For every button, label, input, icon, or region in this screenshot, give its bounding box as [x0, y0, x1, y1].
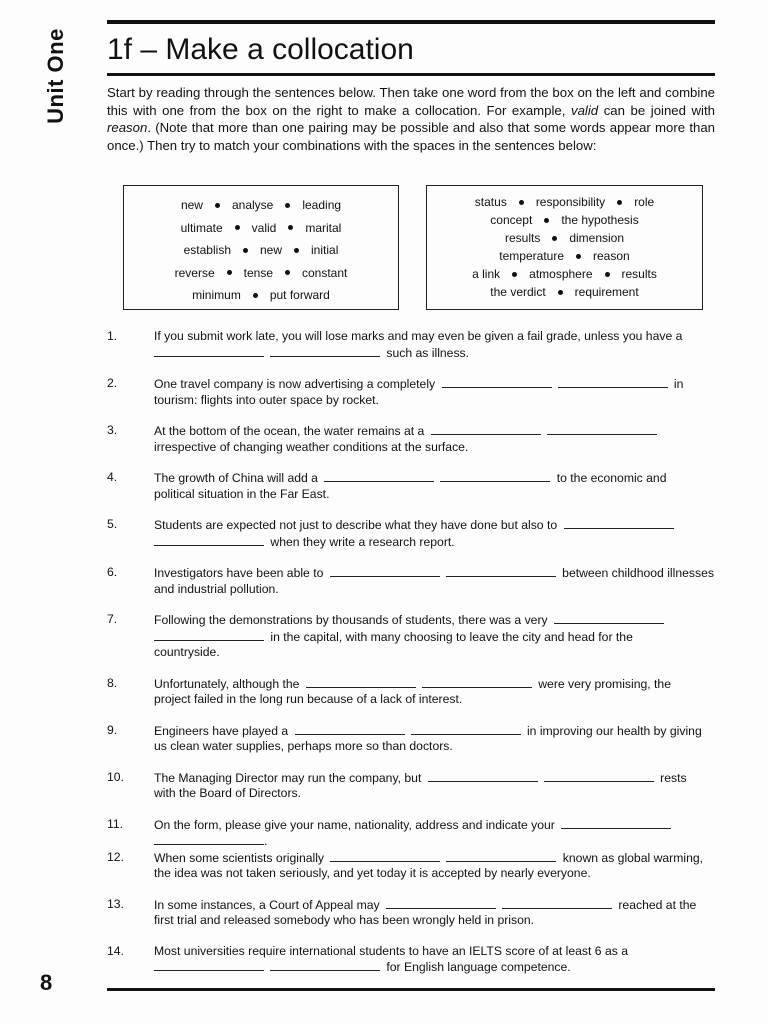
bullet-icon: [617, 200, 622, 205]
word-item: establish: [183, 243, 231, 258]
answer-blank[interactable]: [422, 676, 532, 688]
word-item: ultimate: [180, 220, 223, 235]
word-item: responsibility: [535, 195, 606, 209]
word-item: put forward: [269, 288, 330, 303]
answer-blank[interactable]: [324, 470, 434, 482]
word-item: new: [260, 243, 283, 258]
word-row: [427, 229, 702, 247]
question-list: [107, 329, 717, 976]
word-item: valid: [251, 220, 277, 235]
bullet-icon: [294, 248, 299, 253]
bullet-icon: [512, 272, 517, 277]
word-row: [124, 239, 398, 262]
word-item: tense: [243, 265, 273, 280]
question-item: 13. In some instances, a Court of Appeal may reached at the first trial and released somebody who has been wrongly held in prison.: [107, 896, 697, 927]
question-item: 8. Unfortunately, although the were very promising, the project failed in the long run because of a lack of interest.: [107, 675, 671, 706]
bullet-icon: [285, 270, 290, 275]
word-item: marital: [305, 220, 342, 235]
word-item: constant: [302, 265, 348, 280]
word-item: initial: [311, 243, 339, 258]
answer-blank[interactable]: [270, 345, 380, 357]
bullet-icon: [215, 203, 220, 208]
word-row: [427, 193, 702, 211]
question-item: 4. The growth of China will add a to the economic and political situation in the Far East.: [107, 470, 667, 501]
title-rule: [107, 73, 715, 76]
word-item: minimum: [192, 288, 241, 303]
unit-label: Unit One: [43, 28, 68, 124]
bullet-icon: [576, 254, 581, 259]
word-item: results: [621, 267, 657, 281]
word-row: [124, 217, 398, 240]
bullet-icon: [605, 272, 610, 277]
question-item: 14. Most universities require international students to have an IELTS score of at least 6 as a for English language competence.: [107, 943, 628, 974]
word-item: reason: [593, 249, 630, 263]
answer-blank[interactable]: [554, 612, 664, 624]
word-item: concept: [490, 213, 533, 227]
bullet-icon: [227, 270, 232, 275]
word-item: reverse: [174, 265, 215, 280]
word-item: atmosphere: [529, 267, 593, 281]
instructions: Start by reading through the sentences below. Then take one word from the box on the left and combine this with one from the box on the right to make a collocation. For example, valid can be joined with reason. (Note that more than one pairing may be possible and also that some words appear more than once.) Then try to match your combinations with the spaces in the sentences below:: [107, 85, 715, 153]
word-row: [427, 265, 702, 283]
word-item: the verdict: [490, 285, 546, 299]
answer-blank[interactable]: [446, 850, 556, 862]
word-row: [427, 247, 702, 265]
word-item: role: [634, 195, 655, 209]
answer-blank[interactable]: [154, 833, 264, 845]
word-item: the hypothesis: [561, 213, 639, 227]
bullet-icon: [544, 218, 549, 223]
answer-blank[interactable]: [330, 565, 440, 577]
answer-blank[interactable]: [558, 376, 668, 388]
answer-blank[interactable]: [306, 676, 416, 688]
word-item: new: [180, 198, 203, 213]
answer-blank[interactable]: [547, 423, 657, 435]
bullet-icon: [519, 200, 524, 205]
answer-blank[interactable]: [154, 345, 264, 357]
word-row: [124, 194, 398, 217]
bullet-icon: [243, 248, 248, 253]
word-item: status: [474, 195, 507, 209]
bullet-icon: [235, 225, 240, 230]
right-word-box: [426, 185, 703, 310]
word-row: [427, 283, 702, 301]
word-item: analyse: [231, 198, 274, 213]
bullet-icon: [552, 236, 557, 241]
answer-blank[interactable]: [295, 723, 405, 735]
answer-blank[interactable]: [446, 565, 556, 577]
word-item: results: [504, 231, 541, 245]
answer-blank[interactable]: [154, 959, 264, 971]
word-item: temperature: [499, 249, 564, 263]
word-row: [124, 262, 398, 285]
answer-blank[interactable]: [431, 423, 541, 435]
word-row: [427, 211, 702, 229]
answer-blank[interactable]: [411, 723, 521, 735]
bullet-icon: [558, 290, 563, 295]
question-item: 9. Engineers have played a in improving our health by giving us clean water supplies, perhaps more so than doctors.: [107, 722, 702, 753]
question-item: 11. On the form, please give your name, nationality, address and indicate your .: [107, 817, 717, 850]
answer-blank[interactable]: [270, 959, 380, 971]
answer-blank[interactable]: [440, 470, 550, 482]
answer-blank[interactable]: [442, 376, 552, 388]
page-number: 8: [40, 970, 53, 995]
bottom-rule: [107, 988, 715, 991]
bullet-icon: [285, 203, 290, 208]
question-item: 1. If you submit work late, you will lose marks and may even be given a fail grade, unless you have a such as illness.: [107, 329, 683, 360]
word-item: dimension: [569, 231, 625, 245]
question-item: 2. One travel company is now advertising a completely in tourism: flights into outer space by rocket.: [107, 376, 684, 407]
bullet-icon: [288, 225, 293, 230]
answer-blank[interactable]: [428, 770, 538, 782]
question-item: 3. At the bottom of the ocean, the water remains at a irrespective of changing weather conditions at the surface.: [107, 423, 717, 455]
word-item: requirement: [574, 285, 639, 299]
left-word-box: [123, 185, 399, 310]
answer-blank[interactable]: [154, 534, 264, 546]
question-item: 6. Investigators have been able to between childhood illnesses and industrial pollution.: [107, 565, 714, 596]
word-item: a link: [472, 267, 501, 281]
question-item: 7. Following the demonstrations by thousands of students, there was a very in the capital, with many choosing to leave the city and head for the countryside.: [107, 612, 717, 661]
answer-blank[interactable]: [154, 629, 264, 641]
page-title: 1f – Make a collocation: [107, 33, 414, 66]
answer-blank[interactable]: [386, 897, 496, 909]
answer-blank[interactable]: [544, 770, 654, 782]
answer-blank[interactable]: [561, 817, 671, 829]
answer-blank[interactable]: [502, 897, 612, 909]
bullet-icon: [253, 293, 258, 298]
question-item: 5. Students are expected not just to describe what they have done but also to when they write a research report.: [107, 517, 717, 550]
word-item: leading: [302, 198, 342, 213]
word-row: [124, 284, 398, 307]
answer-blank[interactable]: [564, 517, 674, 529]
answer-blank[interactable]: [330, 850, 440, 862]
question-item: 12. When some scientists originally known as global warming, the idea was not taken seriously, and yet today it is accepted by nearly everyone.: [107, 849, 704, 880]
question-item: 10. The Managing Director may run the company, but rests with the Board of Directors.: [107, 769, 687, 800]
top-rule: [107, 20, 715, 24]
